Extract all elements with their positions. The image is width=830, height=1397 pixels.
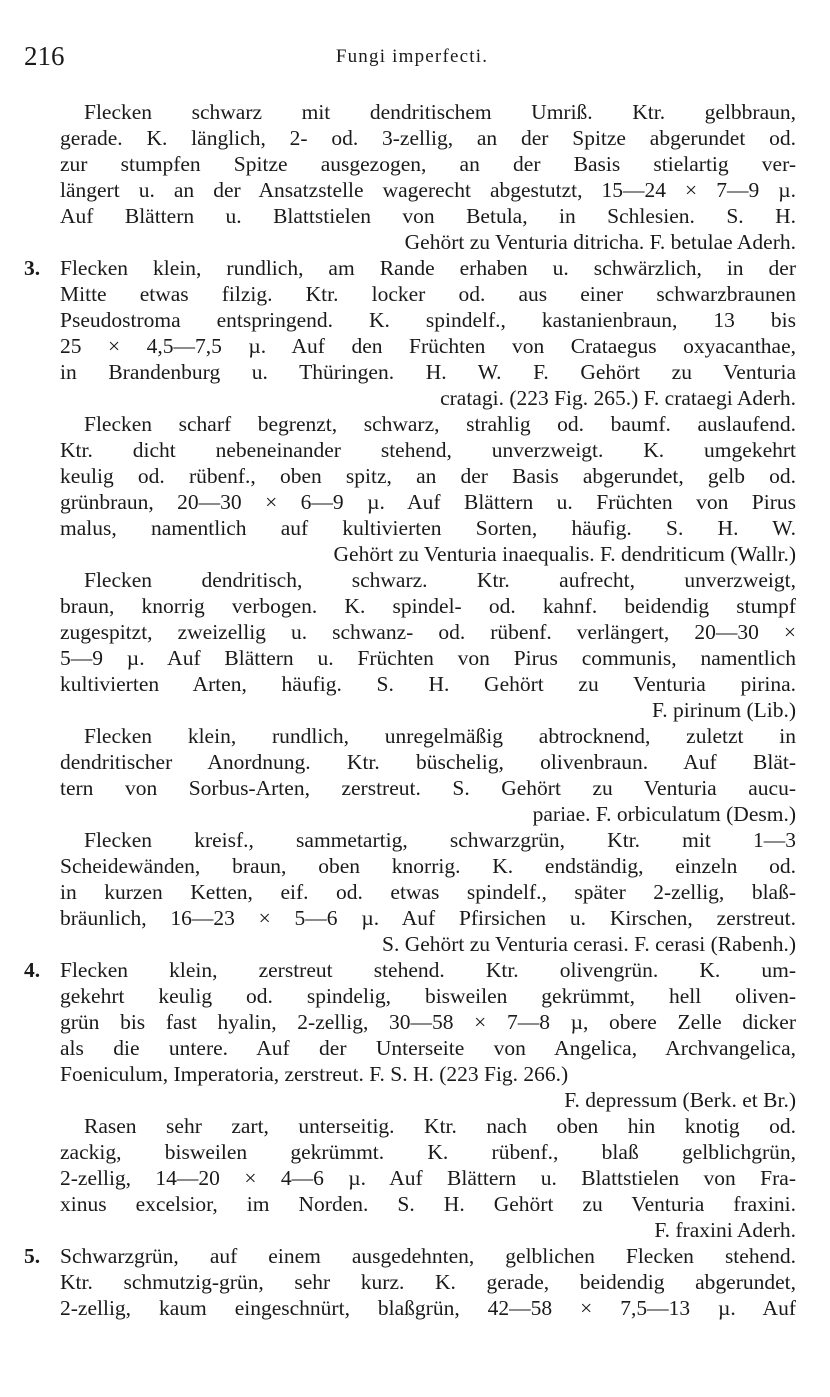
page-header [24, 40, 800, 72]
text-line: Ktr. schmutzig-grün, sehr kurz. K. gerade, beidendig abgerundet, [60, 1270, 796, 1294]
text-line: keulig od. rübenf., oben spitz, an der Basis abgerundet, gelb od. [60, 464, 796, 488]
text-line: Flecken dendritisch, schwarz. Ktr. aufrecht, unverzweigt, [84, 568, 796, 592]
text-line: cratagi. (223 Fig. 265.) F. crataegi Aderh. [440, 386, 796, 410]
text-line: zackig, bisweilen gekrümmt. K. rübenf., blaß gelblichgrün, [60, 1140, 796, 1164]
text-line: gerade. K. länglich, 2- od. 3-zellig, an der Spitze abgerundet od. [60, 126, 796, 150]
text-line: braun, knorrig verbogen. K. spindel- od. kahnf. beidendig stumpf [60, 594, 796, 618]
text-line: als die untere. Auf der Unterseite von Angelica, Archvangelica, [60, 1036, 796, 1060]
text-line: Flecken klein, zerstreut stehend. Ktr. olivengrün. K. um- [60, 958, 796, 982]
text-line: Rasen sehr zart, unterseitig. Ktr. nach oben hin knotig od. [84, 1114, 796, 1138]
text-line: Scheidewänden, braun, oben knorrig. K. endständig, einzeln od. [60, 854, 796, 878]
text-line: längert u. an der Ansatzstelle wagerecht abgestutzt, 15—24 × 7—9 µ. [60, 178, 796, 202]
text-line: S. Gehört zu Venturia cerasi. F. cerasi (Rabenh.) [381, 932, 796, 956]
text-line: Schwarzgrün, auf einem ausgedehnten, gelblichen Flecken stehend. [60, 1244, 796, 1268]
text-line: Foeniculum, Imperatoria, zerstreut. F. S. H. (223 Fig. 266.) [60, 1062, 569, 1086]
text-line: Flecken klein, rundlich, am Rande erhaben u. schwärzlich, in der [60, 256, 796, 280]
text-line: F. depressum (Berk. et Br.) [564, 1088, 796, 1112]
text-line: in Brandenburg u. Thüringen. H. W. F. Gehört zu Venturia [60, 360, 796, 384]
text-line: Flecken scharf begrenzt, schwarz, strahlig od. baumf. auslaufend. [84, 412, 796, 436]
text-line: Gehört zu Venturia inaequalis. F. dendriticum (Wallr.) [333, 542, 796, 566]
text-line: F. fraxini Aderh. [654, 1218, 796, 1242]
text-line: 2-zellig, kaum eingeschnürt, blaßgrün, 42—58 × 7,5—13 µ. Auf [60, 1296, 796, 1320]
text-line: 5—9 µ. Auf Blättern u. Früchten von Pirus communis, namentlich [60, 646, 796, 670]
text-line: grünbraun, 20—30 × 6—9 µ. Auf Blättern u. Früchten von Pirus [60, 490, 796, 514]
entry-number-4: 4. [24, 958, 41, 982]
text-line: grün bis fast hyalin, 2-zellig, 30—58 × 7—8 µ, obere Zelle dicker [60, 1010, 796, 1034]
text-line: Gehört zu Venturia ditricha. F. betulae Aderh. [404, 230, 796, 254]
text-line: zugespitzt, zweizellig u. schwanz- od. rübenf. verlängert, 20—30 × [60, 620, 796, 644]
text-line: xinus excelsior, im Norden. S. H. Gehört zu Venturia fraxini. [60, 1192, 796, 1216]
page-number: 216 [24, 41, 65, 71]
running-title: Fungi imperfecti. [335, 46, 489, 67]
text-line: zur stumpfen Spitze ausgezogen, an der Basis stielartig ver- [60, 152, 796, 176]
text-line: 25 × 4,5—7,5 µ. Auf den Früchten von Crataegus oxyacanthae, [60, 334, 796, 358]
text-line: bräunlich, 16—23 × 5—6 µ. Auf Pfirsichen u. Kirschen, zerstreut. [60, 906, 796, 930]
text-line: pariae. F. orbiculatum (Desm.) [532, 802, 796, 826]
text-line: F. pirinum (Lib.) [652, 698, 796, 722]
entry-number-5: 5. [24, 1244, 41, 1268]
text-line: gekehrt keulig od. spindelig, bisweilen gekrümmt, hell oliven- [60, 984, 796, 1008]
text-line: tern von Sorbus-Arten, zerstreut. S. Gehört zu Venturia aucu- [60, 776, 796, 800]
text-line: Ktr. dicht nebeneinander stehend, unverzweigt. K. umgekehrt [60, 438, 796, 462]
text-line: 2-zellig, 14—20 × 4—6 µ. Auf Blättern u. Blattstielen von Fra- [60, 1166, 796, 1190]
text-line: dendritischer Anordnung. Ktr. büschelig, olivenbraun. Auf Blät- [60, 750, 796, 774]
text-line: Flecken klein, rundlich, unregelmäßig abtrocknend, zuletzt in [84, 724, 796, 748]
text-line: Flecken kreisf., sammetartig, schwarzgrün, Ktr. mit 1—3 [84, 828, 796, 852]
text-line: Pseudostroma entspringend. K. spindelf., kastanienbraun, 13 bis [60, 308, 796, 332]
text-line: malus, namentlich auf kultivierten Sorten, häufig. S. H. W. [60, 516, 796, 540]
text-line: Mitte etwas filzig. Ktr. locker od. aus einer schwarzbraunen [60, 282, 796, 306]
text-line: Flecken schwarz mit dendritischem Umriß. Ktr. gelbbraun, [84, 100, 796, 124]
text-line: Auf Blättern u. Blattstielen von Betula, in Schlesien. S. H. [60, 204, 796, 228]
entry-number-3: 3. [24, 256, 41, 280]
text-line: kultivierten Arten, häufig. S. H. Gehört zu Venturia pirina. [60, 672, 796, 696]
text-line: in kurzen Ketten, eif. od. etwas spindelf., später 2-zellig, blaß- [60, 880, 796, 904]
